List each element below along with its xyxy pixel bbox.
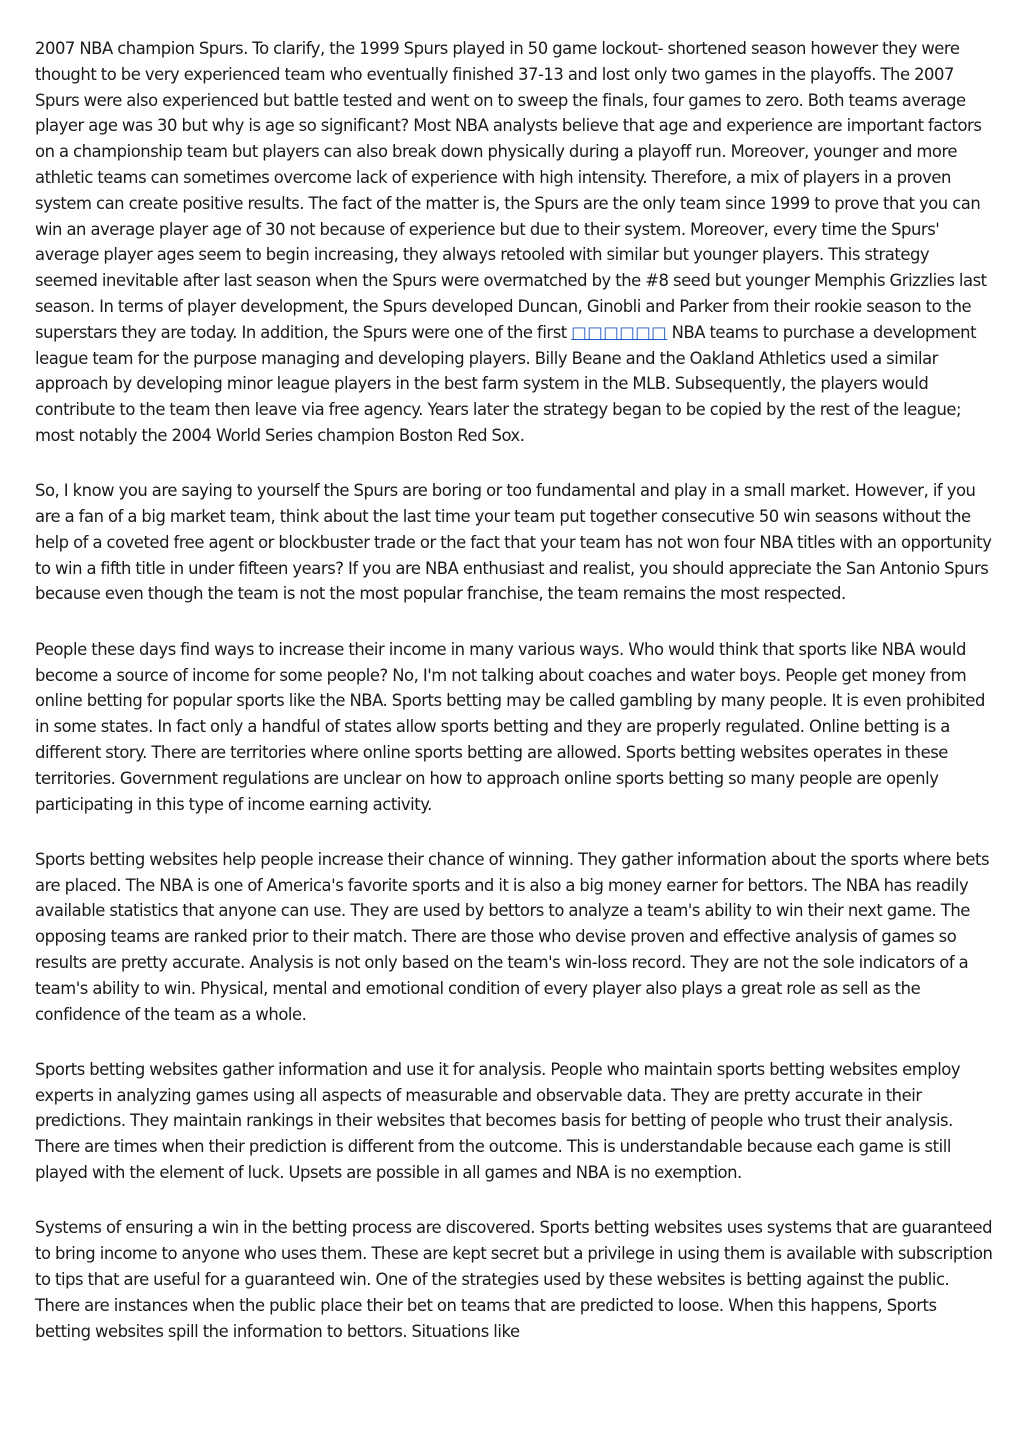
paragraph-text: 2007 NBA champion Spurs. To clarify, the 1999 Spurs played in 50 game lockout- shortened season however they were thought to be very experienced team who eventually finished 37-13 and lost only two games in the playoffs. The 2007 Spurs were also experienced but battle tested and went on to sweep the finals, four games to zero. Both teams average player age was 30 but why is age so significant? Most NBA analysts believe that age and experience are important factors on a championship team but players can also break down physically during a playoff run. Moreover, younger and more athletic teams can sometimes overcome lack of experience with high intensity. Therefore, a mix of players in a proven system can create positive results. The fact of the matter is, the Spurs are the only team since 1999 to prove that you can win an average player age of 30 not because of experience but due to their system. Moreover, every time the Spurs' average player ages seem to begin increasing, they always retooled with similar but younger players. This strategy seemed inevitable after last season when the Spurs were overmatched by the #8 seed but younger Memphis Grizzlies last season. In terms of player development, the Spurs developed Duncan, Ginobli and Parker from their rookie season to the superstars they are today. In addition, the Spurs were one of the first [35,39,987,342]
paragraph-betting-analysis: Sports betting websites gather information and use it for analysis. People who maintain sports betting websites employ experts in analyzing games using all aspects of measurable and observable data. They are pretty accurate in their predictions. They maintain rankings in their websites that becomes basis for betting of people who trust their analysis. There are times when their prediction is different from the outcome. This is understandable because each game is still played with the element of luck. Upsets are possible in all games and NBA is no exemption. [35,1059,961,1183]
paragraph-betting-systems: Systems of ensuring a win in the betting process are discovered. Sports betting websites uses systems that are guaranteed to bring income to anyone who uses them. These are kept secret but a privilege in using them is available with subscription to tips that are useful for a guaranteed win. One of the strategies used by these websites is betting against the public. There are instances when the public place their bet on teams that are predicted to loose. When this happens, Sports betting websites spill the information to bettors. Situations like [35,1218,993,1341]
paragraph-betting-websites-winning: Sports betting websites help people increase their chance of winning. They gather information about the sports where bets are placed. The NBA is one of America's favorite sports and it is also a big money earner for bettors. The NBA has readily available statistics that anyone can use. They are used by bettors to analyze a team's ability to win their next game. The opposing teams are ranked prior to their match. There are those who devise proven and effective analysis of games so results are pretty accurate. Analysis is not only based on the team's win-loss record. They are not the sole indicators of a team's ability to win. Physical, mental and emotional condition of every player also plays a great role as sell as the confidence of the team as a whole. [35,849,990,1024]
inline-link[interactable]: □□□□□□ [571,322,668,342]
paragraph-spurs-respected: So, I know you are saying to yourself the Spurs are boring or too fundamental and play in a small market. However, if you are a fan of a big market team, think about the last time your team put together consecutive 50 win seasons without the help of a coveted free agent or blockbuster trade or the fact that your team has not won four NBA titles with an opportunity to win a fifth title in under fifteen years? If you are NBA enthusiast and realist, you should appreciate the San Antonio Spurs because even though the team is not the most popular franchise, the team remains the most respected. [35,481,992,604]
paragraph-text: NBA teams to purchase a development league team for the purpose managing and developing players. Billy Beane and the Oakland Athletics used a similar approach by developing minor league players in the best farm system in the MLB. Subsequently, the players would contribute to the team then leave via free agency. Years later the strategy began to be copied by the rest of the league; most notably the 2004 World Series champion Boston Red Sox. [35,322,977,445]
paragraph-spurs-system [35,36,995,449]
document-body [35,36,995,1374]
paragraph-income-betting: People these days find ways to increase their income in many various ways. Who would think that sports like NBA would become a source of income for some people? No, I'm not talking about coaches and water boys. People get money from online betting for popular sports like the NBA. Sports betting may be called gambling by many people. It is even prohibited in some states. In fact only a handful of states allow sports betting and they are properly regulated. Online betting is a different story. There are territories where online sports betting are allowed. Sports betting websites operates in these territories. Government regulations are unclear on how to approach online sports betting so many people are openly participating in this type of income earning activity. [35,639,985,814]
